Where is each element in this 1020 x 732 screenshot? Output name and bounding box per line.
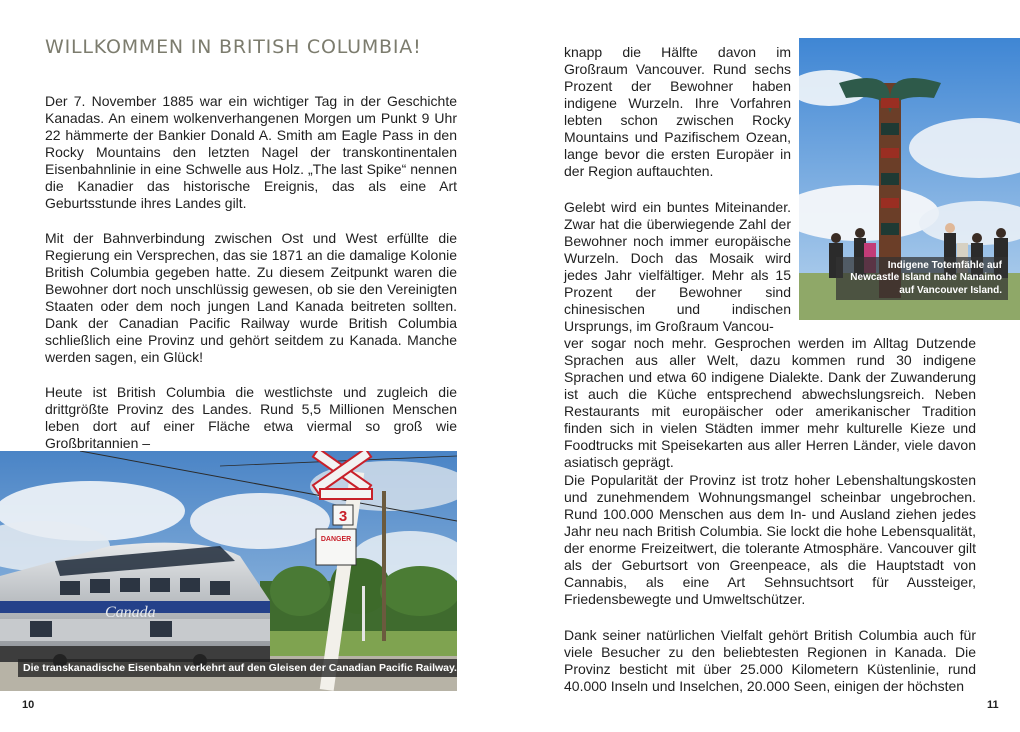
right-paragraph-3: Die Popularität der Provinz ist trotz hoher Lebenshaltungskosten und zunehmendem Wohnungsmangel scheinbar ungebrochen. Rund 100.000 Menschen aus dem In- und Ausland ziehen jedes Jahr neu nach British Columbia. Sie lockt die hohe Lebensqualität, der enorme Freizeitwert, die tolerante Atmosphäre. Vancouver gilt als der Geburtsort von Greenpeace, als die Hauptstadt von Cannabis, als eine Art Sehnsuchtsort für Aussteiger, Friedensbewegte und Umweltschützer. xyxy=(564,472,976,607)
chapter-heading: WILLKOMMEN IN BRITISH COLUMBIA! xyxy=(45,36,422,58)
totem-photo-caption: Indigene Totemfähle auf Newcastle Island nahe Nanaimo auf Vancouver Island. xyxy=(836,257,1008,301)
danger-sign-text: DANGER xyxy=(320,536,352,543)
page-number-right: 11 xyxy=(987,699,999,711)
right-page xyxy=(510,0,1020,732)
page-number-left: 10 xyxy=(22,699,35,711)
train-illustration xyxy=(0,451,457,691)
train-logo: Canada xyxy=(105,604,156,621)
right-paragraph-2b: ver sogar noch mehr. Gesprochen werden im Alltag Dutzende Sprachen aus aller Welt, dazu kommen rund 30 indigene Sprachen und etwa 60 indigene Dialekte. Dank der Zuwanderung ist auch die Küche entsprechend abwechslungsreich. Neben Restaurants mit europäischer oder amerikanischer Tradition finden sich in vielen Städten immer mehr kulturelle Kieze und Foodtrucks mit Speisekarten aus aller Herren Länder, viele davon asiatisch geprägt. xyxy=(564,335,976,470)
right-paragraph-2a: Gelebt wird ein buntes Miteinander. Zwar hat die überwiegende Zahl der Bewohner noch immer europäische Wurzeln. Doch das Mosaik wird jedes Jahr vielfältiger. Mehr als 15 Prozent der Bewohner sind chinesischen und indischen Ursprungs, im Großraum Vancou- xyxy=(564,199,791,334)
paragraph-3: Heute ist British Columbia die westlichste und zugleich die drittgrößte Provinz des Landes. Rund 5,5 Millionen Menschen leben dort auf einer Fläche etwa viermal so groß wie Großbritannien – xyxy=(45,384,457,451)
paragraph-1: Der 7. November 1885 war ein wichtiger Tag in der Geschichte Kanadas. An einem wolkenverhangenen Morgen um Punkt 9 Uhr 22 hämmerte der Bankier Donald A. Smith am Eagle Pass in den Rocky Mountains den letzten Nagel der transkontinentalen Eisenbahnlinie in eine Schwelle aus Holz. „The last Spike“ nennen die Kanadier das historische Ereignis, das als eine Art Geburtsstunde ihres Landes gilt. xyxy=(45,93,457,211)
train-photo-caption: Die transkanadische Eisenbahn verkehrt auf den Gleisen der Canadian Pacific Railway. xyxy=(18,659,457,677)
totem-photo xyxy=(799,38,1020,320)
train-photo xyxy=(0,451,457,691)
right-paragraph-1: knapp die Hälfte davon im Großraum Vancouver. Rund sechs Prozent der Bewohner haben indigene Wurzeln. Ihre Vorfahren lebten schon zwischen Rocky Mountains und Pazifischem Ozean, lange bevor die ersten Europäer in der Region auftauchten. xyxy=(564,44,791,179)
right-paragraph-4: Dank seiner natürlichen Vielfalt gehört British Columbia auch für viele Besucher zu den beliebtesten Regionen in Kanada. Die Provinz besticht mit über 25.000 Kilometern Küstenlinie, rund 40.000 Inseln und Inselchen, 20.000 Seen, einigen der höchsten xyxy=(564,627,976,694)
crossing-sign-number: 3 xyxy=(338,508,348,525)
paragraph-2: Mit der Bahnverbindung zwischen Ost und West erfüllte die Regierung ein Versprechen, das sie 1871 an die damalige Kolonie British Columbia gegeben hatte. Zu diesem Zeitpunkt waren die Bewohner dort noch unschlüssig gewesen, ob sie den Vereinigten Staaten oder dem noch jungen Land Kanada beitreten sollten. Dank der Canadian Pacific Railway wurde British Columbia schließlich eine Provinz und gehört seitdem zu Kanada. Manche werden sagen, ein Glück! xyxy=(45,230,457,365)
